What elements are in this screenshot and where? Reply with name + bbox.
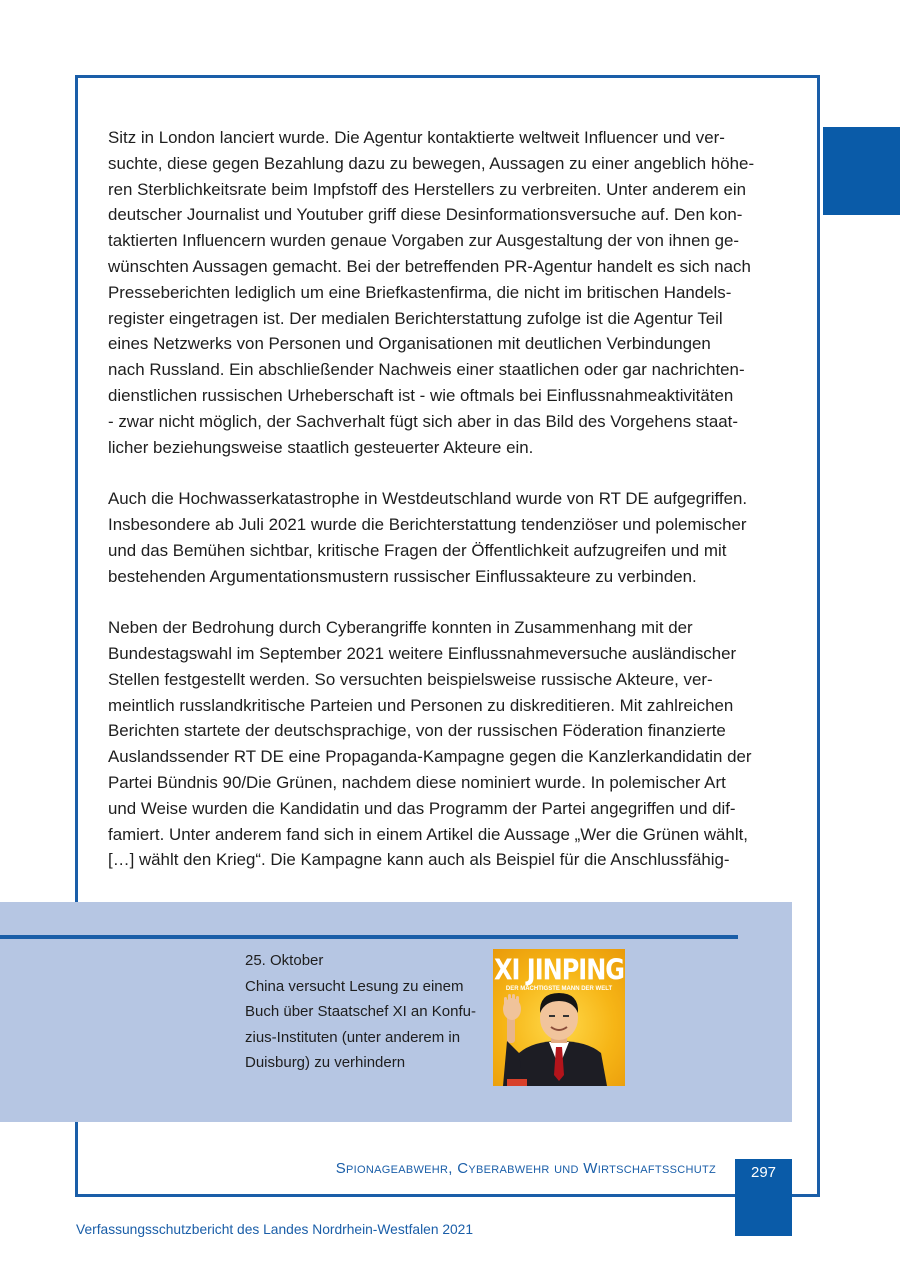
text-line: bestehenden Argumentationsmustern russischer Einflussakteure zu verbinden. (108, 566, 697, 586)
text-line: Auslandssender RT DE eine Propaganda-Kampagne gegen die Kanzlerkandidatin der (108, 747, 752, 767)
text-line: Presseberichten lediglich um eine Briefkastenfirma, die nicht im britischen Handels- (108, 282, 732, 302)
text-line: Stellen festgestellt werden. So versuchten beispielsweise russische Akteure, ver- (108, 669, 713, 689)
text-line: suchte, diese gegen Bezahlung dazu zu bewegen, Aussagen zu einer angeblich höhe- (108, 153, 755, 173)
text-line: Neben der Bedrohung durch Cyberangriffe konnten in Zusammenhang mit der (108, 618, 693, 638)
text-line: ren Sterblichkeitsrate beim Impfstoff des Herstellers zu verbreiten. Unter anderem ein (108, 179, 747, 199)
text-line: nach Russland. Ein abschließender Nachweis einer staatlichen oder gar nachrichten- (108, 360, 745, 380)
text-line: Partei Bündnis 90/Die Grünen, nachdem diese nominiert wurde. In polemischer Art (108, 772, 726, 792)
text-line: Auch die Hochwasserkatastrophe in Westdeutschland wurde von RT DE aufgegriffen. (108, 489, 748, 509)
text-line: famiert. Unter anderem fand sich in einem Artikel die Aussage „Wer die Grünen wählt, (108, 824, 748, 844)
timeline-band (0, 902, 792, 1122)
text-line: meintlich russlandkritische Parteien und Personen zu diskreditieren. Mit zahlreichen (108, 695, 734, 715)
book-cover-image (493, 949, 625, 1086)
text-line: register eingetragen ist. Der medialen Berichterstattung zufolge ist die Agentur Teil (108, 308, 723, 328)
report-title: Verfassungsschutzbericht des Landes Nordrhein-Westfalen 2021 (76, 1222, 474, 1237)
text-line: dienstlichen russischen Urheberschaft ist - wie oftmals bei Einflussnahmeaktivitäten (108, 385, 734, 405)
event-text-line: Buch über Staatschef XI an Konfu- (245, 1003, 476, 1021)
timeline-event (245, 948, 485, 1076)
event-text-line: zius-Instituten (unter anderem in (245, 1028, 461, 1046)
text-line: deutscher Journalist und Youtuber griff diese Desinformationsversuche auf. Den kon- (108, 205, 743, 225)
paragraph-2 (108, 486, 798, 589)
paragraph-1 (108, 125, 798, 460)
text-line: licher beziehungsweise staatlich gesteuerter Akteure ein. (108, 437, 534, 457)
text-line: Bundestagswahl im September 2021 weitere Einflussnahmeversuche ausländischer (108, 643, 737, 663)
text-line: und das Bemühen sichtbar, kritische Fragen der Öffentlichkeit aufzugreifen und mit (108, 540, 727, 560)
page-number: 297 (750, 1164, 777, 1181)
text-line: Insbesondere ab Juli 2021 wurde die Berichterstattung tendenziöser und polemischer (108, 514, 747, 534)
paragraph-3 (108, 615, 798, 873)
page-number-box (735, 1159, 792, 1236)
event-text-line: Duisburg) zu verhindern (245, 1054, 406, 1072)
text-line: wünschten Aussagen gemacht. Bei der betreffenden PR-Agentur handelt es sich nach (108, 256, 751, 276)
text-line: - zwar nicht möglich, der Sachverhalt fügt sich aber in das Bild des Vorgehens staat- (108, 411, 738, 431)
section-title: Spionageabwehr, Cyberabwehr und Wirtschaftsschutz (335, 1160, 716, 1177)
timeline-rule (0, 935, 738, 939)
book-cover-subtitle: DER MÄCHTIGSTE MANN DER WELT (505, 986, 613, 992)
body-text (108, 125, 798, 899)
text-line: taktierten Influencern wurden genaue Vorgaben zur Ausgestaltung der von ihnen ge- (108, 231, 740, 251)
text-line: Sitz in London lanciert wurde. Die Agentur kontaktierte weltweit Influencer und ver- (108, 128, 725, 147)
chapter-tab (823, 127, 900, 215)
text-line: Berichten startete der deutschsprachige, von der russischen Föderation finanzierte (108, 721, 726, 741)
text-line: und Weise wurden die Kandidatin und das Programm der Partei angegriffen und dif- (108, 798, 736, 818)
text-line: eines Netzwerks von Personen und Organisationen mit deutlichen Verbindungen (108, 334, 711, 354)
event-text-line: China versucht Lesung zu einem (245, 977, 464, 995)
event-date: 25. Oktober (245, 952, 324, 969)
book-cover-title: XI JINPING (493, 953, 625, 987)
text-line: […] wählt den Krieg“. Die Kampagne kann auch als Beispiel für die Anschlussfähig- (108, 850, 730, 870)
